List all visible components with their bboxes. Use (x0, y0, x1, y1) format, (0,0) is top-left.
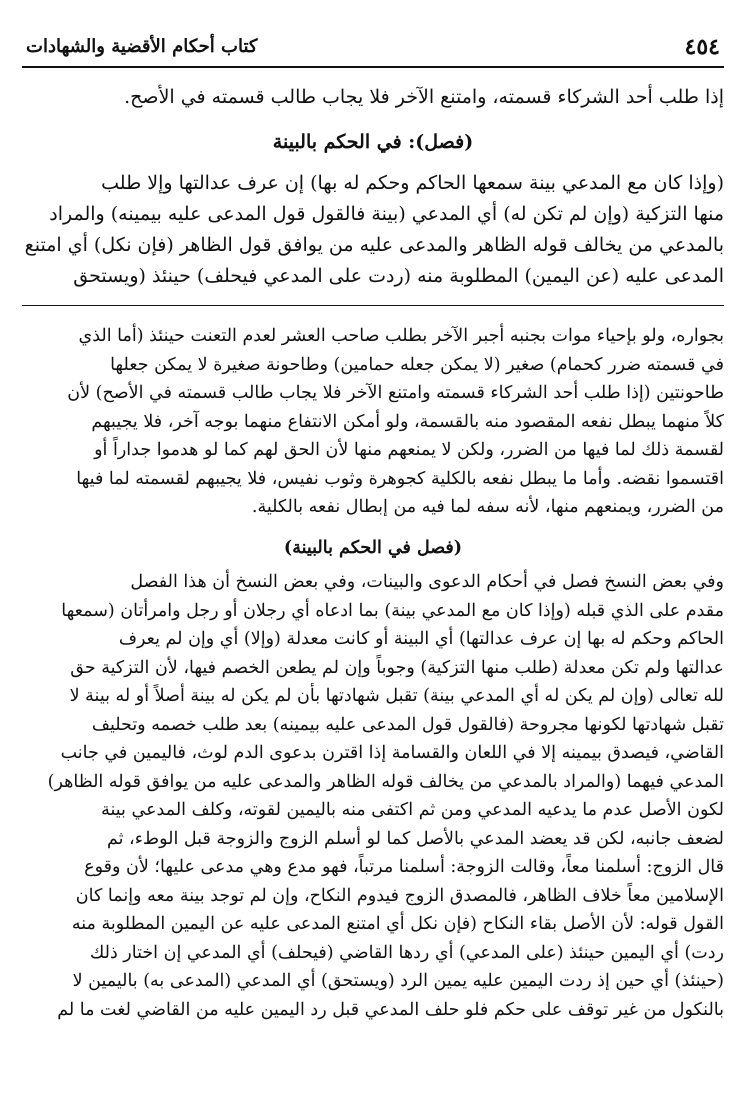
commentary-line: بالنكول من غير توقف على حكم فلو حلف المدعي قبل رد اليمين عليه من القاضي لغت ما لم (57, 999, 724, 1020)
commentary-line: القول قوله: لأن الأصل بقاء النكاح (فإن نكل أي امتنع المدعى عليه عن اليمين المطلوبة منه (71, 914, 724, 934)
commentary-line: مقدم على الذي قبله (وإذا كان مع المدعي بينة) بما ادعاه أي رجلان أو رجل وامرأتان (سمعها (61, 600, 724, 621)
commentary-text (22, 322, 724, 1024)
commentary-line: ردت) أي اليمين حينئذ (على المدعي) أي ردها القاضي (فيحلف) أي المدعي إن اختار ذلك (89, 942, 724, 963)
main-line: إذا طلب أحد الشركاء قسمته، وامتنع الآخر فلا يجاب طالب قسمته في الأصح. (124, 86, 724, 108)
commentary-line: لضعف جانبه، لكن قد يعضد المدعي بالأصل كما لو أسلم الزوج والزوجة قبل الوطء، ثم (106, 828, 724, 849)
commentary-line: كلاً منهما يبطل نفعه المقصود منه بالقسمة، ولو أمكن الانتفاع منهما بوجه آخر، فلا يجيبهم (91, 411, 724, 432)
commentary-line: بجواره، ولو بإحياء موات بجنبه أجبر الآخر بطلب صاحب العشر لعدم التعنت حينئذ (أما الذي (78, 326, 724, 346)
commentary-line: قال الزوج: أسلمنا معاً، وقالت الزوجة: أسلمنا مرتباً، فهو مدع وهي مدعى عليها؛ لأن وقوع (84, 857, 724, 877)
commentary-line: القاضي، فيصدق بيمينه إلا في اللعان والقسامة إذا اقترن بدعوى الدم لوث، فاليمين في جانب (60, 743, 724, 763)
main-line: (وإذا كان مع المدعي بينة سمعها الحاكم وحكم له بها) إن عرف عدالتها وإلا طلب (101, 172, 724, 194)
commentary-heading: (فصل في الحكم بالبينة) (283, 537, 463, 558)
commentary-line: لله تعالى (وإن لم يكن له أي المدعي بينة) تقبل شهادتها بأن لم يكن له بينة أصلاً أو له بينة لا (69, 686, 724, 706)
commentary-line: في قسمته ضرر كحمام) صغير (لا يمكن جعله حمامين) وطاحونة صغيرة لا يمكن جعلها (110, 354, 724, 375)
commentary-line: طاحونتين (إذا طلب أحد الشركاء قسمته وامتنع الآخر فلا يجاب طالب قسمته في الأصح) لأن (67, 383, 724, 403)
commentary-line: لكون الأصل عدم ما يدعيه المدعي ومن ثم اكتفى منه باليمين لقوته، وكلف المدعي بينة (101, 800, 724, 820)
page-number: ٤٥٤ (684, 34, 720, 60)
commentary-line: عدالتها ولم تكن معدلة (طلب منها التزكية) وجوباً وإن لم يطعن الخصم فيها، لأن التزكية حق (70, 657, 724, 678)
main-line: المدعى عليه (عن اليمين) المطلوبة منه (ردت على المدعي فيحلف) حينئذ (ويستحق (73, 265, 724, 287)
commentary-line: لقسمة ذلك لما فيها من الضرر، ولكن لا يمنعهم منها لأن الحق لهم كما لو هدموا جداراً أو (94, 440, 724, 460)
book-title: كتاب أحكام الأقضية والشهادات (26, 36, 258, 57)
commentary-line: المدعي فيهما (والمراد بالمدعي من يخالف قوله الظاهر والمدعى عليه من يوافق قوله الظاهر) (47, 771, 724, 792)
commentary-line: اقتسموا نقضه. وأما ما يبطل نفعه بالكلية كجوهرة وثوب نفيس، فلا يجيبهم لقسمته لما فيها (76, 468, 724, 489)
main-text (22, 82, 724, 292)
commentary-line: وفي بعض النسخ فصل في أحكام الدعوى والبينات، وفي بعض النسخ أن هذا الفصل (130, 572, 724, 592)
separator-line (22, 305, 724, 306)
commentary-line: (حينئذ) أي حين إذ ردت اليمين عليه يمين الرد (ويستحق) أي المدعي (المدعى به) باليمين لا (72, 971, 724, 991)
main-line: منها التزكية (وإن لم تكن له) أي المدعي (بينة فالقول قول المدعى عليه بيمينه) والمراد (49, 203, 724, 225)
section-heading: (فصل): في الحكم بالبينة (272, 131, 474, 153)
commentary-line: من الضرر، ويمنعهم منها، لأنه سفه لما فيه من إبطال نفعه بالكلية. (251, 497, 724, 517)
commentary-line: تقبل شهادتها لكونها مجروحة (فالقول قول المدعى عليه بيمينه) بعد طلب خصمه وتحليف (91, 714, 724, 735)
commentary-line: الإسلامين معاً خلاف الظاهر، فالمصدق الزوج فيدوم النكاح، وإن لم توجد بينة معه وإنما كان (75, 885, 724, 906)
main-line: بالمدعي من يخالف قوله الظاهر والمدعى عليه من يوافق قول الظاهر (فإن نكل) أي امتنع (24, 234, 724, 256)
commentary-line: الحاكم وحكم له بها إن عرف عدالتها) أي البينة أو كانت معدلة (وإلا) أي وإن لم يعرف (118, 629, 724, 649)
running-header (22, 30, 724, 68)
